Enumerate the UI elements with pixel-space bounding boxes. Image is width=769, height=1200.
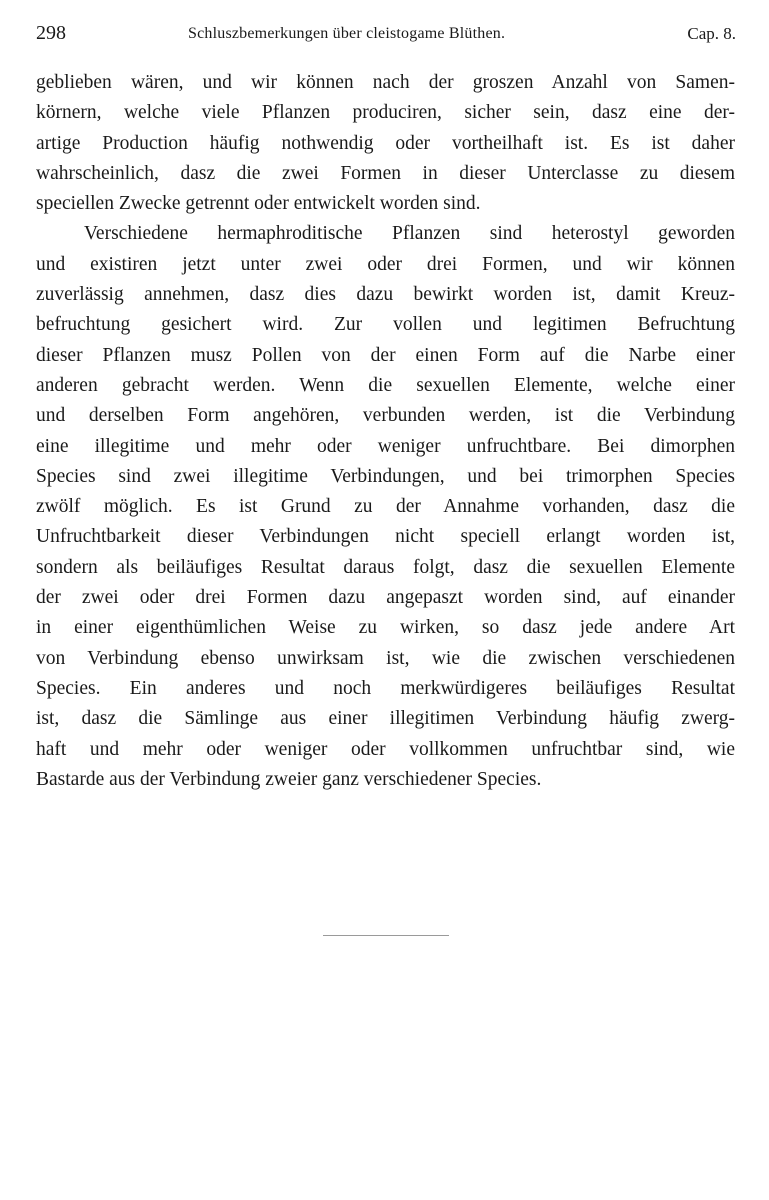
text-line: haft und mehr oder weniger oder vollkommen unfruchtbar sind, wie	[36, 738, 735, 760]
text-line: anderen gebracht werden. Wenn die sexuellen Elemente, welche einer	[36, 374, 735, 396]
text-line: und existiren jetzt unter zwei oder drei Formen, und wir können	[36, 253, 735, 275]
text-line: zwölf möglich. Es ist Grund zu der Annahme vorhanden, dasz die	[36, 496, 735, 518]
running-title: Schluszbemerkungen über cleistogame Blüthen.	[188, 25, 506, 42]
text-line: sondern als beiläufiges Resultat daraus folgt, dasz die sexuellen Elemente	[36, 556, 735, 578]
paragraph-2	[36, 219, 735, 795]
page-number: 298	[36, 22, 66, 44]
text-line: artige Production häufig nothwendig oder vortheilhaft ist. Es ist daher	[36, 132, 735, 154]
text-line: der zwei oder drei Formen dazu angepaszt worden sind, auf einander	[36, 587, 735, 609]
text-line: Species sind zwei illegitime Verbindungen, und bei trimorphen Species	[36, 465, 735, 487]
text-line: körnern, welche viele Pflanzen produciren, sicher sein, dasz eine der-	[36, 102, 735, 124]
text-line: befruchtung gesichert wird. Zur vollen und legitimen Befruchtung	[36, 314, 735, 336]
chapter-reference: Cap. 8.	[687, 24, 736, 43]
text-line: zuverlässig annehmen, dasz dies dazu bewirkt worden ist, damit Kreuz-	[36, 284, 735, 306]
text-line: Verschiedene hermaphroditische Pflanzen sind heterostyl geworden	[84, 223, 735, 245]
body-text	[36, 68, 735, 795]
page-header	[36, 22, 736, 50]
text-line: in einer eigenthümlichen Weise zu wirken, so dasz jede andere Art	[36, 617, 735, 639]
text-line: ist, dasz die Sämlinge aus einer illegitimen Verbindung häufig zwerg-	[36, 708, 735, 730]
text-line: eine illegitime und mehr oder weniger unfruchtbare. Bei dimorphen	[36, 435, 735, 457]
section-end-rule	[323, 935, 449, 936]
text-line: Unfruchtbarkeit dieser Verbindungen nicht speciell erlangt worden ist,	[36, 526, 735, 548]
text-line: von Verbindung ebenso unwirksam ist, wie die zwischen verschiedenen	[36, 647, 735, 669]
text-line: geblieben wären, und wir können nach der groszen Anzahl von Samen-	[36, 72, 735, 93]
text-line: Bastarde aus der Verbindung zweier ganz verschiedener Species.	[36, 768, 542, 790]
text-line: und derselben Form angehören, verbunden werden, ist die Verbindung	[36, 405, 735, 427]
text-line: wahrscheinlich, dasz die zwei Formen in dieser Unterclasse zu diesem	[36, 162, 735, 184]
paragraph-1	[36, 68, 735, 219]
text-line: speciellen Zwecke getrennt oder entwickelt worden sind.	[36, 193, 481, 215]
text-line: Species. Ein anderes und noch merkwürdigeres beiläufiges Resultat	[36, 677, 735, 699]
text-line: dieser Pflanzen musz Pollen von der einen Form auf die Narbe einer	[36, 344, 735, 366]
